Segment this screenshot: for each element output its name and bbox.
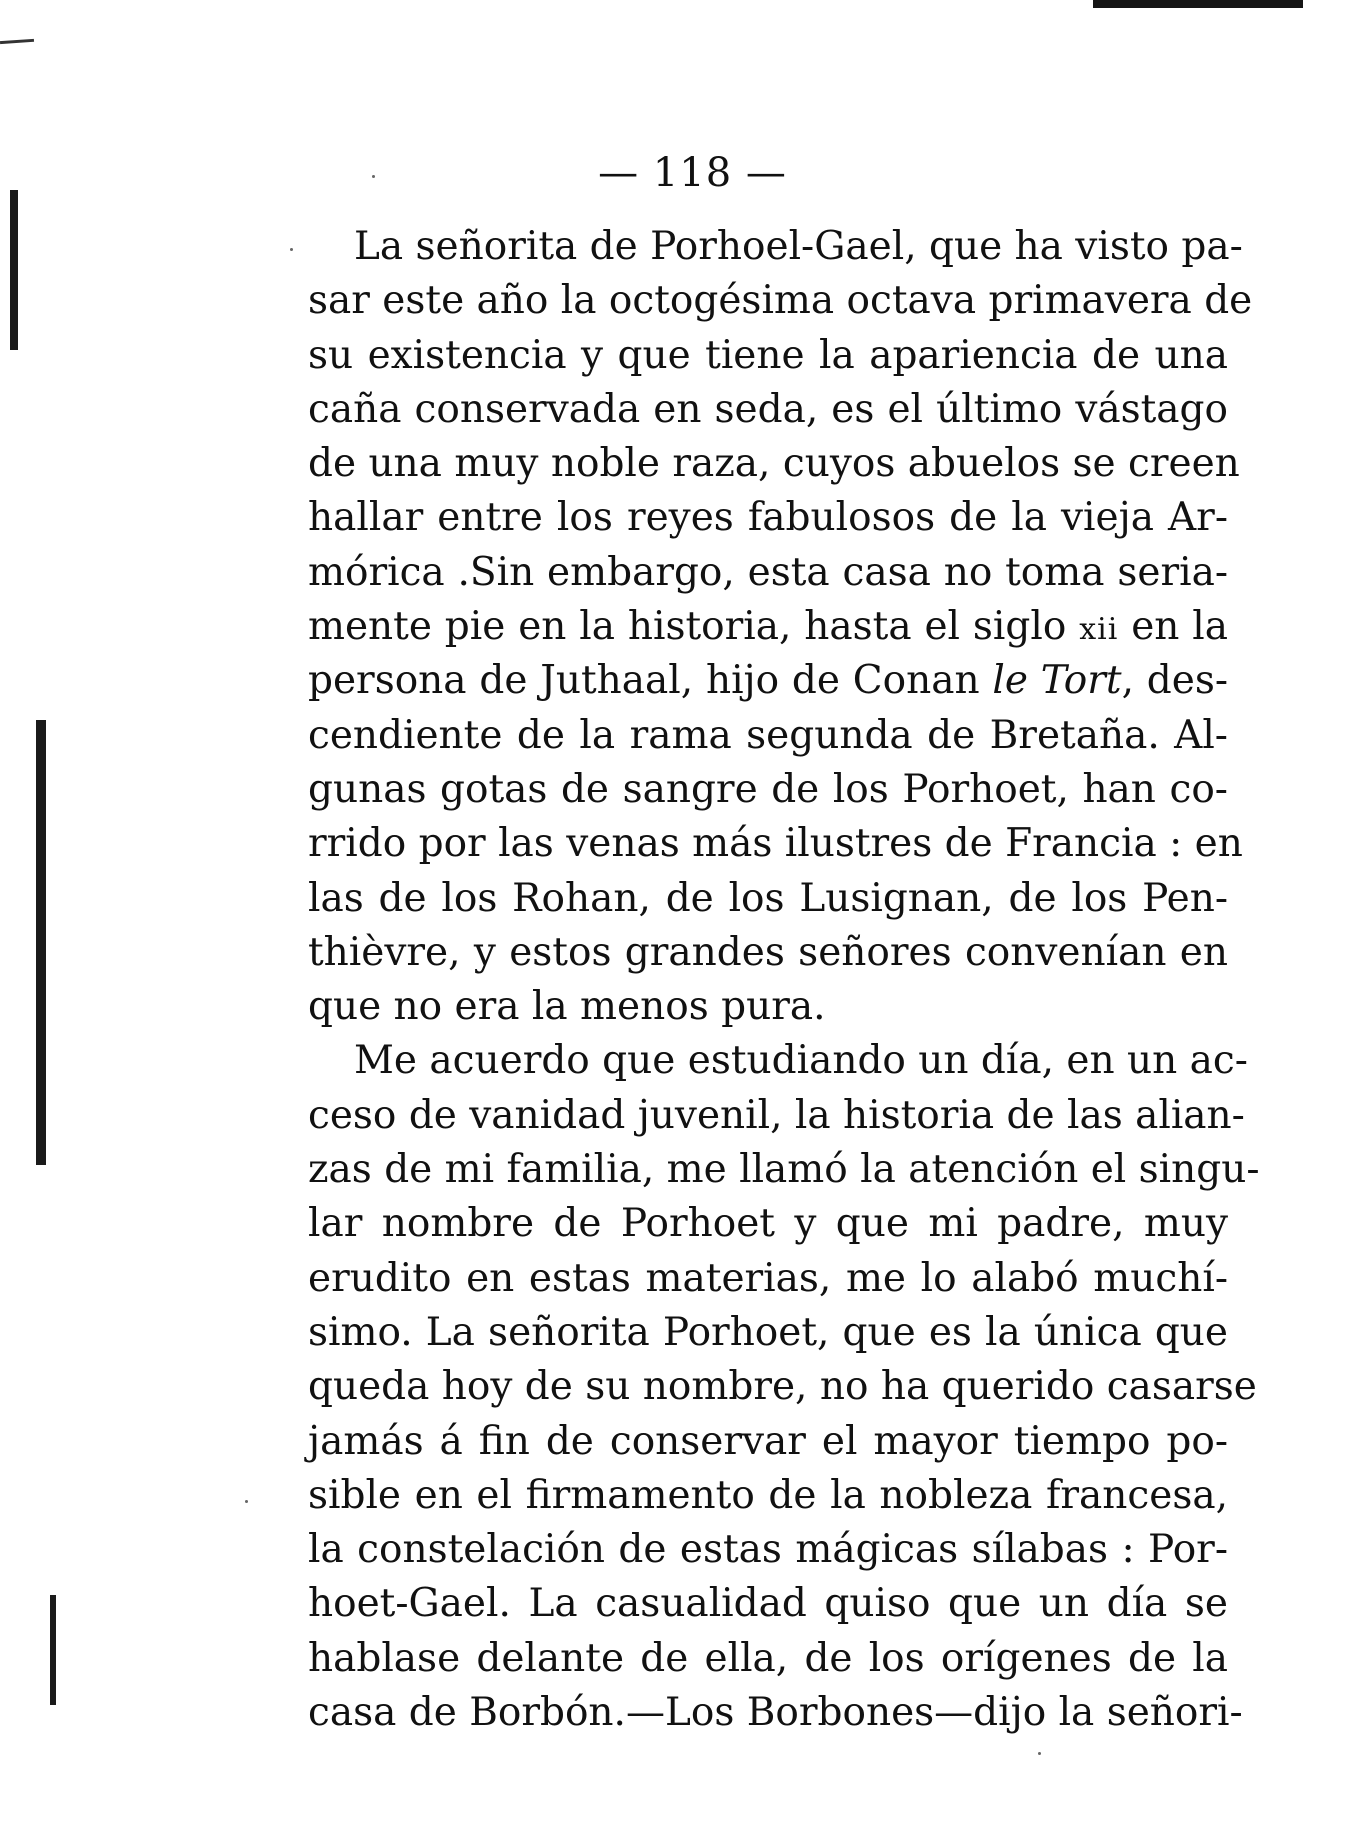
text-line — [308, 654, 1228, 708]
scan-speck — [1038, 1752, 1041, 1755]
page-number: — 118 — — [598, 150, 787, 196]
text-segment: persona de Juthaal, hijo de Conan — [308, 658, 980, 704]
italic-epithet: le Tort — [992, 658, 1122, 704]
text-line: lar nombre de Porhoet y que mi padre, muy — [308, 1201, 1228, 1247]
text-line: cendiente de la rama segunda de Bretaña. Al- — [308, 712, 1228, 758]
text-line: hallar entre los reyes fabulosos de la vieja Ar- — [308, 495, 1228, 541]
gutter-shadow — [36, 720, 46, 1165]
text-line: rrido por las venas más ilustres de Francia : en — [308, 821, 1243, 867]
scan-speck — [290, 248, 293, 251]
text-line: mórica .Sin embargo, esta casa no toma seria- — [308, 549, 1228, 595]
text-segment: en la — [1118, 604, 1228, 650]
text-line: sar este año la octogésima octava primavera de — [308, 278, 1253, 324]
text-line: la constelación de estas mágicas sílabas : Por- — [308, 1527, 1228, 1573]
text-line: hablase delante de ella, de los orígenes de la — [308, 1635, 1228, 1681]
text-line: jamás á fin de conservar el mayor tiempo po- — [308, 1418, 1228, 1464]
scan-speck — [245, 1500, 248, 1503]
text-line: que no era la menos pura. — [308, 984, 826, 1030]
text-line: caña conservada en seda, es el último vástago — [308, 386, 1228, 432]
scan-mark — [0, 39, 34, 44]
text-line: ceso de vanidad juvenil, la historia de las alian- — [308, 1092, 1245, 1138]
gutter-shadow — [50, 1595, 56, 1705]
text-line: zas de mi familia, me llamó la atención el singu- — [308, 1147, 1260, 1193]
text-segment: mente pie en la historia, hasta el siglo — [308, 604, 1067, 650]
text-line: hoet-Gael. La casualidad quiso que un día se — [308, 1581, 1228, 1627]
text-line: La señorita de Porhoel-Gael, que ha visto pa- — [354, 224, 1243, 269]
text-line: gunas gotas de sangre de los Porhoet, han co- — [308, 766, 1228, 812]
text-line: de una muy noble raza, cuyos abuelos se creen — [308, 441, 1240, 487]
roman-numeral: xii — [1079, 612, 1119, 648]
body-text — [308, 220, 1260, 1740]
text-line: las de los Rohan, de los Lusignan, de los Pen- — [308, 875, 1228, 921]
text-line: queda hoy de su nombre, no ha querido casarse — [308, 1364, 1257, 1410]
text-line: casa de Borbón.—Los Borbones—dijo la señori- — [308, 1690, 1243, 1736]
text-line: thièvre, y estos grandes señores convenían en — [308, 929, 1228, 975]
text-line: erudito en estas materias, me lo alabó muchí- — [308, 1255, 1228, 1301]
text-segment: , des- — [1121, 658, 1229, 704]
text-line: Me acuerdo que estudiando un día, en un ac- — [354, 1038, 1248, 1084]
text-line: sible en el firmamento de la nobleza francesa, — [308, 1472, 1228, 1518]
text-line: su existencia y que tiene la apariencia de una — [308, 332, 1228, 378]
gutter-shadow — [10, 190, 18, 350]
text-line — [308, 600, 1228, 654]
scan-edge-top — [1093, 0, 1303, 8]
text-line: simo. La señorita Porhoet, que es la única que — [308, 1309, 1228, 1355]
